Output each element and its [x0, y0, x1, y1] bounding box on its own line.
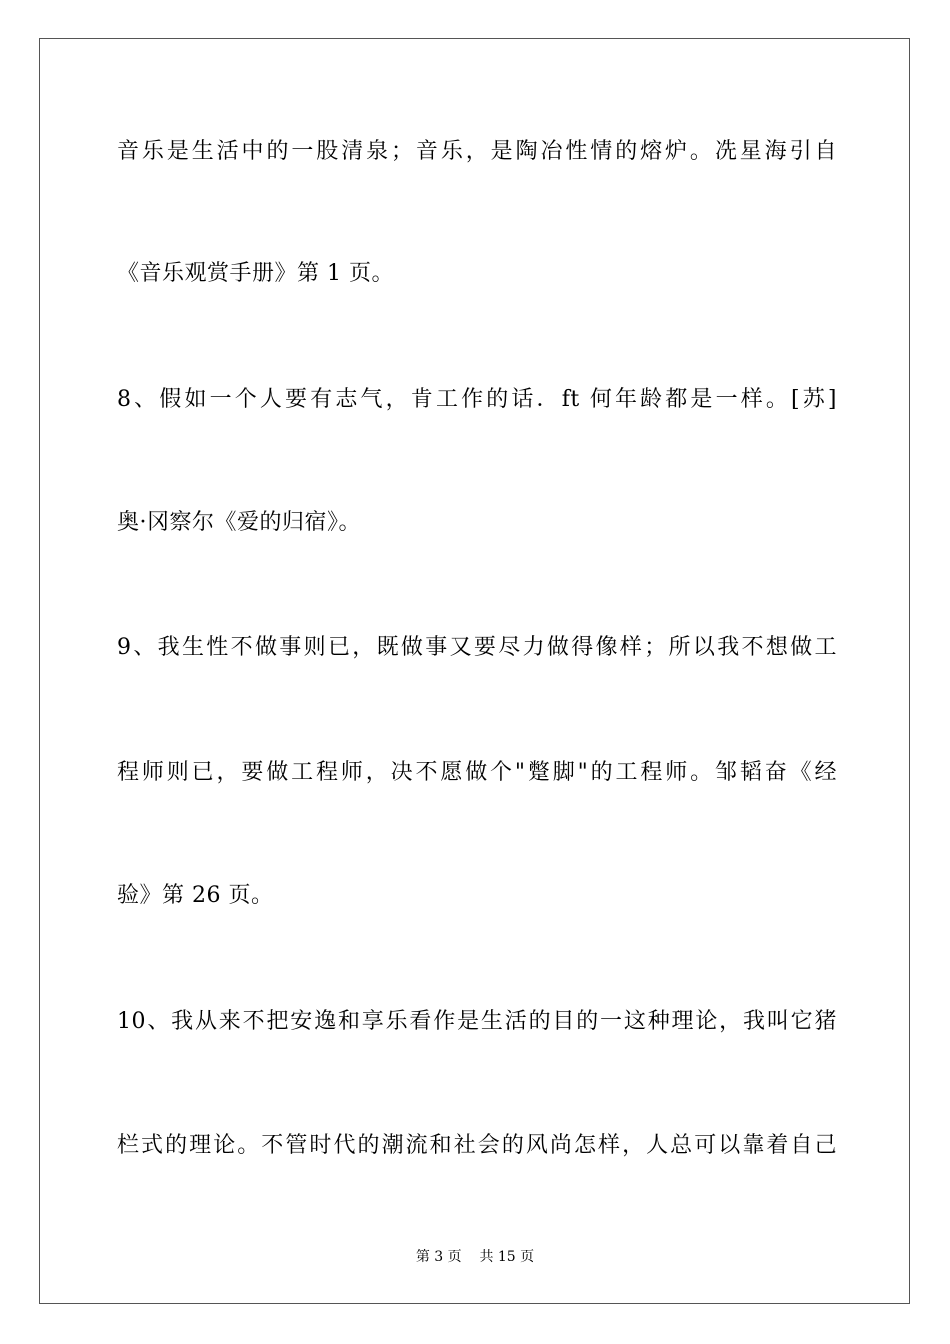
- text-line-8: 10、我从来不把安逸和享乐看作是生活的目的一这种理论，我叫它猪: [117, 1009, 837, 1034]
- text-line-5: 9、我生性不做事则已，既做事又要尽力做得像样；所以我不想做工: [117, 635, 837, 660]
- text-line-4: 奥·冈察尔《爱的归宿》。: [117, 510, 361, 535]
- page-number: 第 3 页: [415, 1249, 462, 1265]
- text-line-1: 音乐是生活中的一股清泉；音乐，是陶冶性情的熔炉。冼星海引自: [117, 139, 837, 164]
- text-line-9: 栏式的理论。不管时代的潮流和社会的风尚怎样，人总可以靠着自己: [117, 1133, 837, 1158]
- text-line-2: 《音乐观赏手册》第 1 页。: [117, 261, 394, 286]
- text-line-6: 程师则已，要做工程师，决不愿做个"蹩脚"的工程师。邹韬奋《经: [117, 760, 837, 785]
- page-footer: [0, 1247, 950, 1267]
- text-line-3: 8、假如一个人要有志气，肯工作的话．ft 何年龄都是一样。[苏]: [117, 387, 837, 412]
- page-border: [39, 38, 910, 1304]
- text-line-7: 验》第 26 页。: [117, 883, 274, 908]
- page-total: 共 15 页: [479, 1249, 535, 1265]
